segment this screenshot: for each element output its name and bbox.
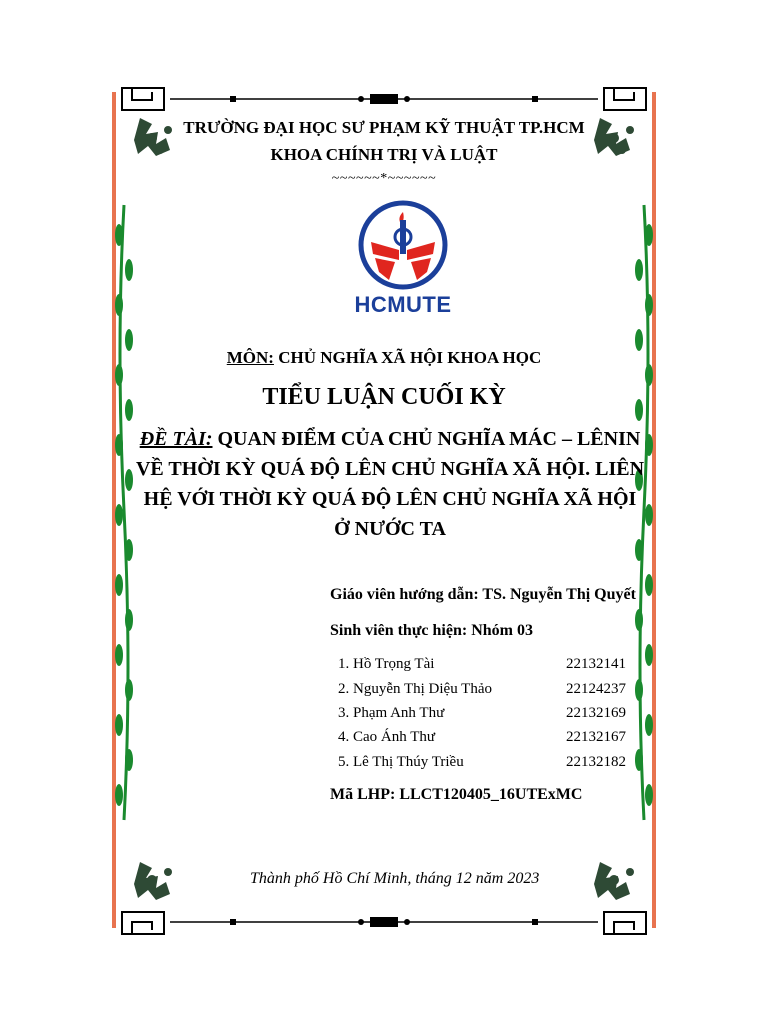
subject-value: CHỦ NGHĨA XÃ HỘI KHOA HỌC [273,348,542,367]
course-code: Mã LHP: LLCT120405_16UTExMC [330,786,583,803]
subject-label: MÔN: [226,348,274,367]
student-id: 22132167 [566,729,626,745]
student-name: 2. Nguyễn Thị Diệu Thảo [338,681,493,697]
faculty-name: KHOA CHÍNH TRỊ VÀ LUẬT [270,145,498,164]
topic-line-1: ĐỀ TÀI: QUAN ĐIỂM CỦA CHỦ NGHĨA MÁC – LÊNIN [139,428,641,450]
advisor: Giáo viên hướng dẫn: TS. Nguyễn Thị Quyết [330,586,636,603]
student-id: 22132182 [566,754,626,770]
topic-line-4: Ở NƯỚC TA [334,518,446,540]
student-id: 22124237 [566,681,626,697]
student-name: 1. Hồ Trọng Tài [338,656,435,672]
logo-text: HCMUTE [354,292,452,317]
student-id: 22132141 [566,656,626,672]
student-id: 22132169 [566,705,626,721]
student-name: 4. Cao Ánh Thư [338,729,436,745]
topic-line-2: VỀ THỜI KỲ QUÁ ĐỘ LÊN CHỦ NGHĨA XÃ HỘI. LIÊN [135,458,645,480]
student-group: Sinh viên thực hiện: Nhóm 03 [330,622,533,639]
student-name: 3. Phạm Anh Thư [338,705,445,721]
place-date: Thành phố Hồ Chí Minh, tháng 12 năm 2023 [250,870,540,887]
header-divider: ~~~~~~*~~~~~~ [331,171,437,186]
student-name: 5. Lê Thị Thúy Triều [338,754,464,770]
school-name: TRƯỜNG ĐẠI HỌC SƯ PHẠM KỸ THUẬT TP.HCM [183,118,585,137]
subject-line [0,348,768,368]
essay-title: TIỂU LUẬN CUỐI KỲ [262,384,506,410]
topic-line-3: HỆ VỚI THỜI KỲ QUÁ ĐỘ LÊN CHỦ NGHĨA XÃ HỘI [143,488,637,510]
topic-label: ĐỀ TÀI: [139,428,213,450]
topic-block [130,424,650,544]
